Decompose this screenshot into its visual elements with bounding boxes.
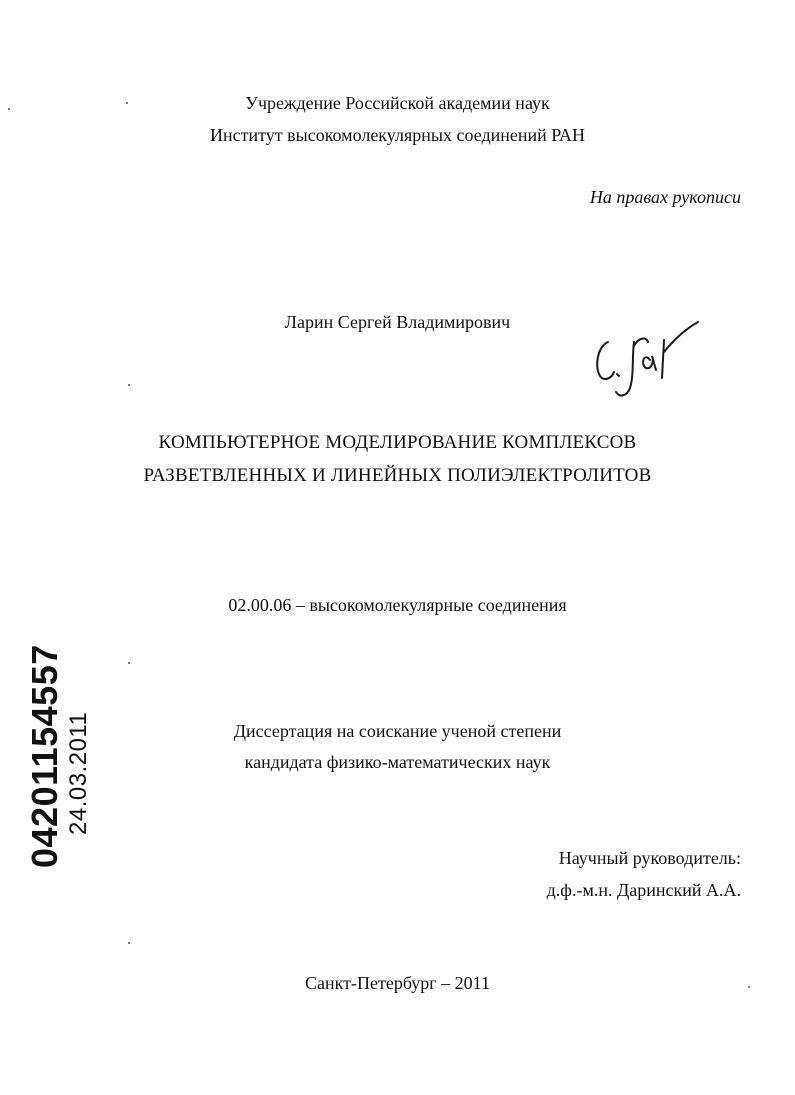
author-signature (590, 312, 710, 402)
supervisor-name: д.ф.-м.н. Даринский А.А. (546, 880, 741, 900)
scan-speck (128, 942, 130, 944)
scan-speck (8, 108, 10, 110)
stamp-number: 04201154557 (24, 644, 65, 868)
institution-line-1: Учреждение Российской академии наук (245, 93, 550, 113)
scan-speck (126, 102, 128, 104)
scan-speck (128, 662, 130, 664)
title-line-2: РАЗВЕТВЛЕННЫХ И ЛИНЕЙНЫХ ПОЛИЭЛЕКТРОЛИТОВ (143, 465, 652, 486)
degree-line-2: кандидата физико-математических наук (244, 752, 551, 772)
scan-speck (748, 986, 750, 988)
scan-speck (128, 384, 130, 386)
library-stamp (24, 640, 94, 870)
author-name: Ларин Сергей Владимирович (284, 312, 511, 332)
place-year: Санкт-Петербург – 2011 (304, 973, 491, 993)
title-line-1: КОМПЬЮТЕРНОЕ МОДЕЛИРОВАНИЕ КОМПЛЕКСОВ (158, 432, 637, 453)
specialty-code: 02.00.06 – высокомолекулярные соединения (228, 595, 567, 615)
supervisor-label: Научный руководитель: (558, 848, 741, 868)
degree-line-1: Диссертация на соискание ученой степени (233, 721, 562, 741)
stamp-date: 24.03.2011 (65, 711, 92, 835)
rights-note: На правах рукописи (589, 187, 741, 207)
institution-line-2: Институт высокомолекулярных соединений РАН (210, 125, 585, 145)
